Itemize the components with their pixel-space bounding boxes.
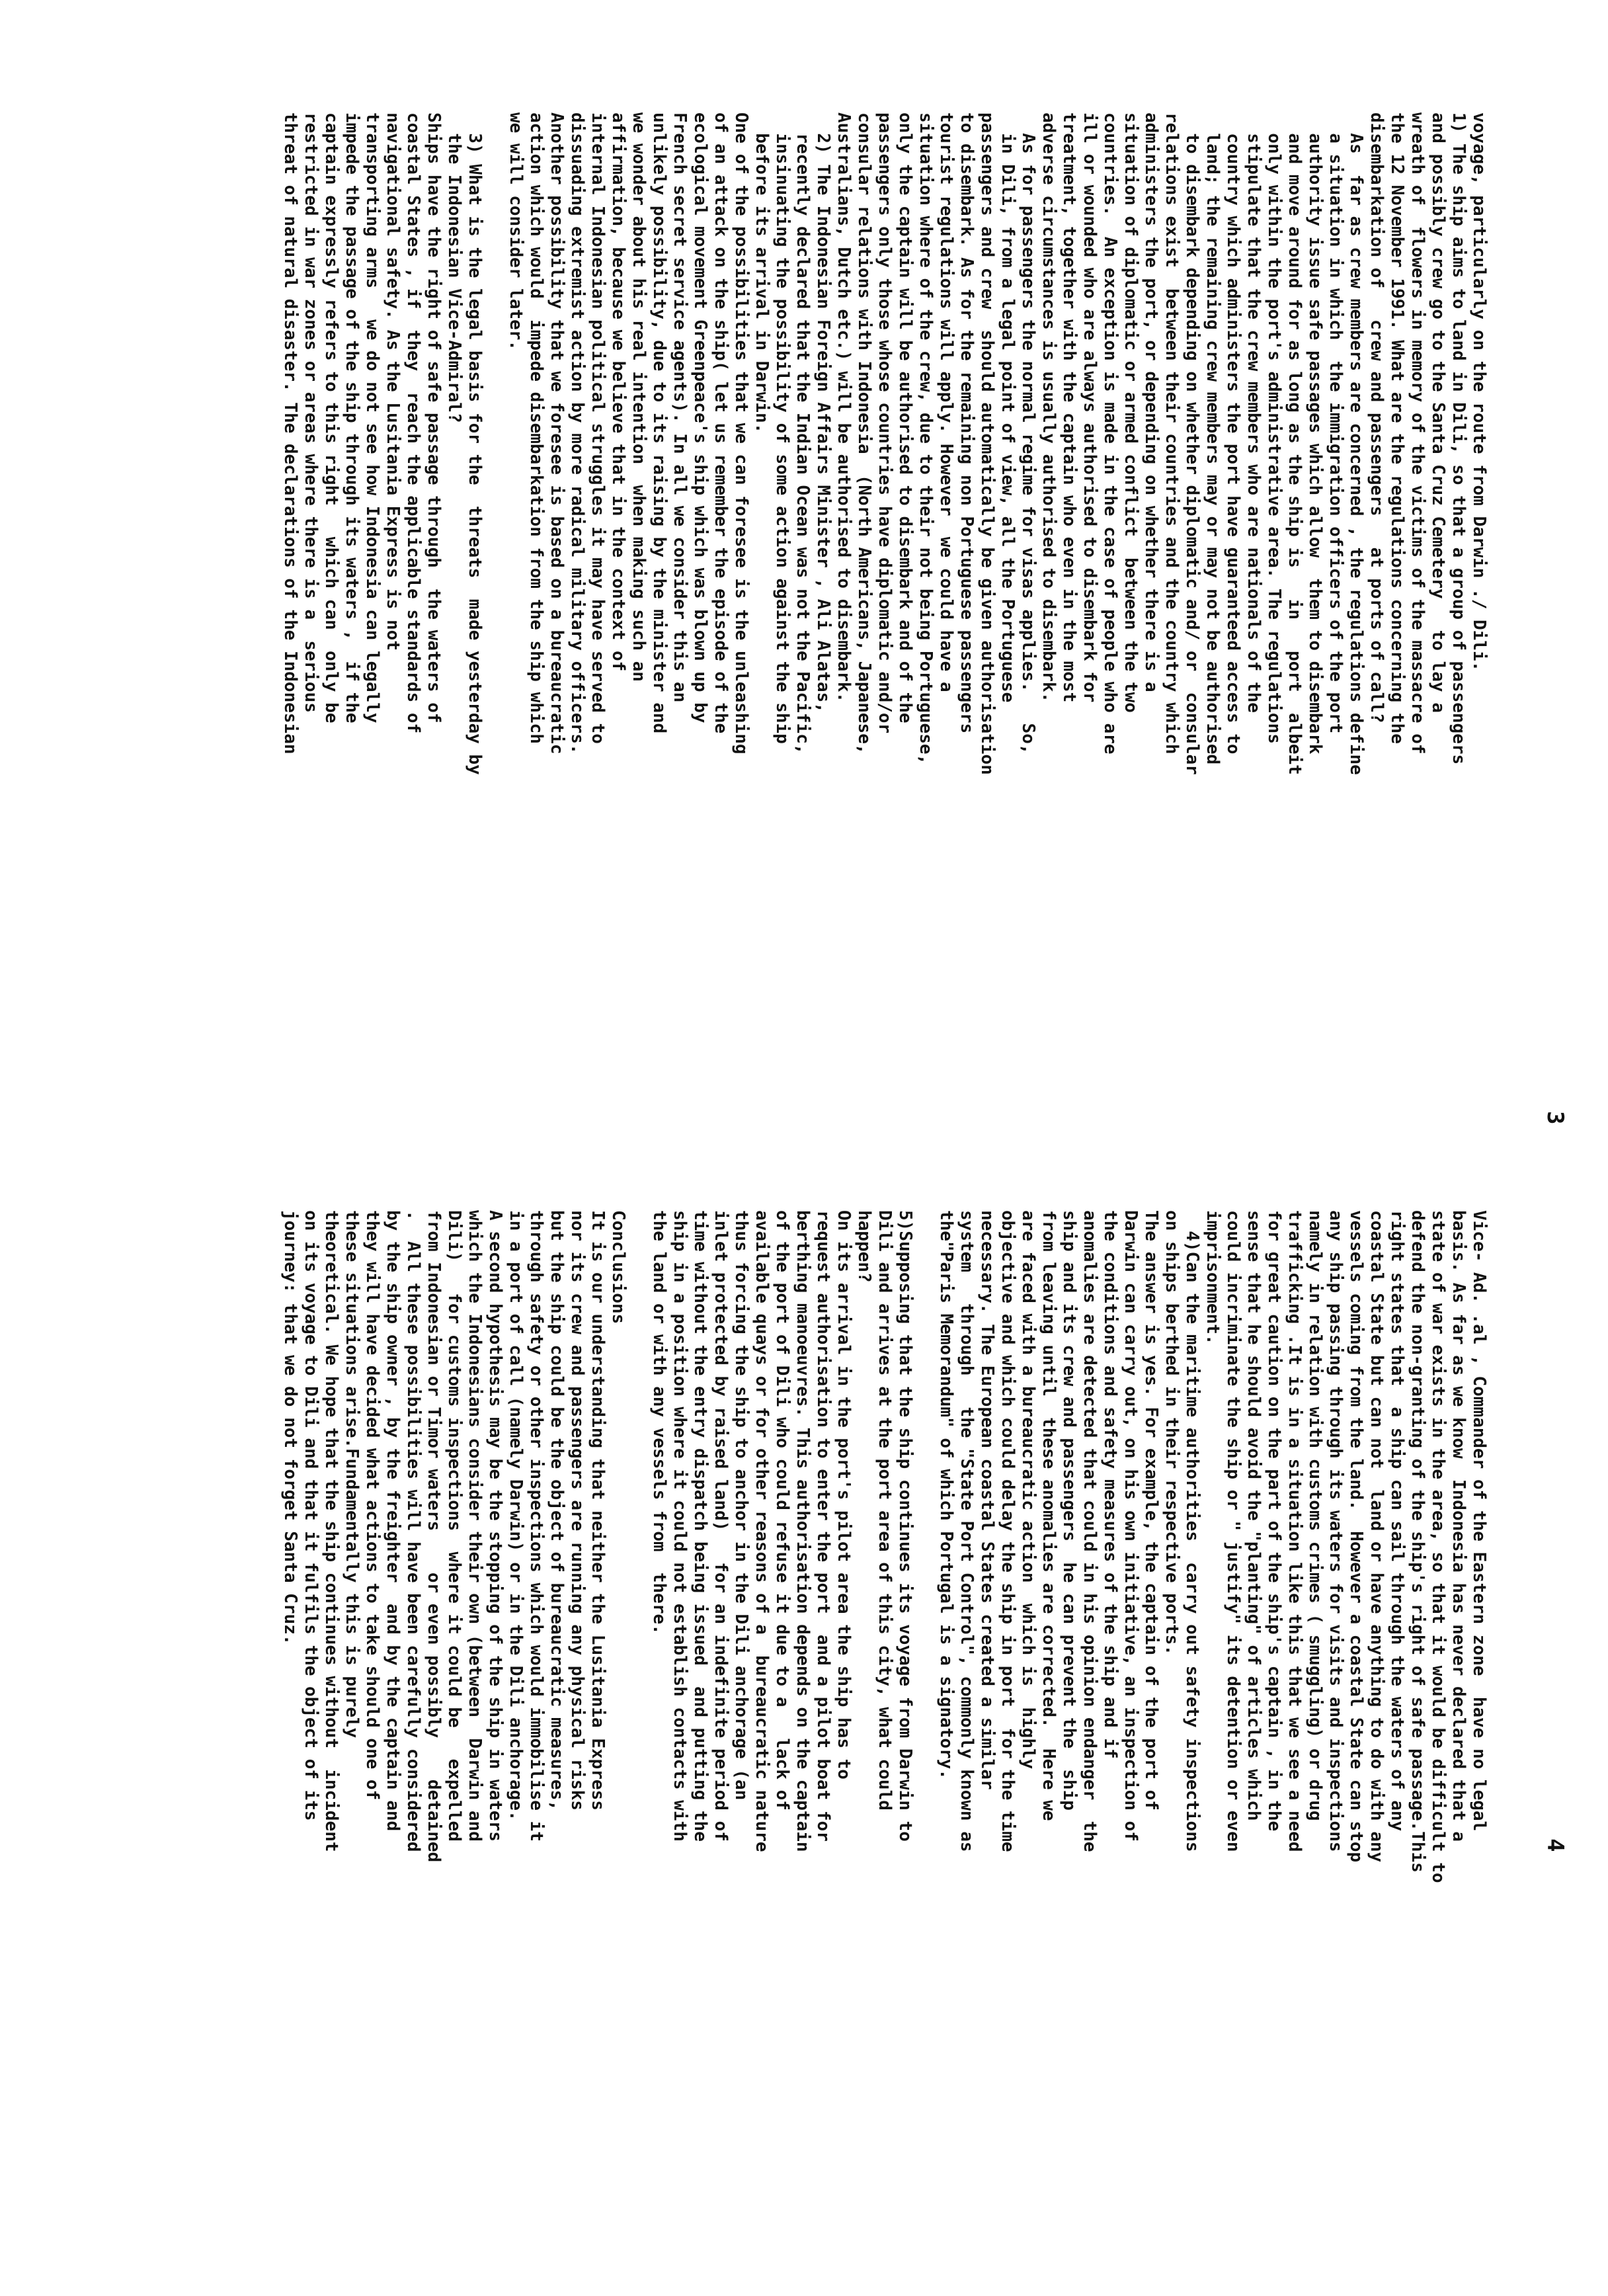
text-line: transporting arms we do not see how Indonesia can legally bbox=[362, 112, 382, 723]
text-line: which the Indonesians consider their own (between Darwin and bbox=[465, 1210, 485, 1842]
text-line: the 12 November 1991. What are the regulations concerning the bbox=[1387, 112, 1407, 744]
text-line: As far as crew members are concerned , the regulations define bbox=[1346, 112, 1366, 775]
text-line: by the ship owner , by the freighter and by the captain and bbox=[383, 1210, 403, 1832]
text-line: vessels coming from the land. However a coastal State can stop bbox=[1346, 1210, 1366, 1863]
text-line: request authorisation to enter the port and a pilot boat for bbox=[813, 1210, 833, 1842]
text-line: French secret service agents). In all we consider this an bbox=[670, 112, 690, 703]
text-line: before its arrival in Darwin. bbox=[752, 112, 772, 434]
text-line: Conclusions bbox=[608, 1210, 628, 1325]
left-text-column bbox=[280, 112, 1489, 1131]
text-line: and possibly crew go to the Santa Cruz Cemetery to lay a bbox=[1428, 112, 1448, 713]
text-line: the conditions and safety measures of the ship and if bbox=[1100, 1210, 1120, 1759]
text-line: tourist regulations will apply. However we could have a bbox=[936, 112, 956, 692]
text-line: authority issue safe passages which allow them to disembark bbox=[1305, 112, 1325, 755]
text-line: coastal States , if they reach the applicable standards of bbox=[403, 112, 423, 734]
text-line: countries. An exception is made in the case of people who are bbox=[1100, 112, 1120, 755]
text-line: captain expressly refers to this right which can only be bbox=[321, 112, 341, 723]
text-line: right states that a ship can sail through the waters of any bbox=[1387, 1210, 1407, 1832]
text-line: we wonder about his real intention when making such an bbox=[629, 112, 649, 682]
text-line: Dili and arrives at the port area of this city, what could bbox=[875, 1210, 895, 1811]
text-line: time without the entry dispatch being issued and putting the bbox=[690, 1210, 710, 1842]
text-line: threat of natural disaster. The declarations of the Indonesian bbox=[280, 112, 300, 755]
text-line bbox=[915, 1210, 936, 2202]
text-line: insinuating the possibility of some action against the ship bbox=[772, 112, 792, 744]
text-line: navigational safety. As the Lusitania Express is not bbox=[383, 112, 403, 651]
text-line: restricted in war zones or areas where there is a serious bbox=[301, 112, 321, 713]
text-line: situation of diplomatic or armed conflict between the two bbox=[1121, 112, 1141, 713]
text-line: 3) What is the legal basis for the threats made yesterday by bbox=[465, 112, 485, 775]
text-line: the Indonesian Vice-Admiral? bbox=[444, 112, 464, 423]
text-line: anomalies are detected that could in his opinion endanger the bbox=[1080, 1210, 1100, 1852]
text-line: relations exist between their countries and the country which bbox=[1162, 112, 1182, 755]
text-line: Ships have the right of safe passage through the waters of bbox=[424, 112, 444, 723]
text-line: Vice- Ad. .al , Commander of the Eastern zone have no legal bbox=[1469, 1210, 1489, 1832]
text-line: namely in relation with customs crimes ( smuggling) or drug bbox=[1305, 1210, 1325, 1821]
text-line: Dili) for customs inspections where it could be expelled bbox=[444, 1210, 464, 1842]
text-line: Australians, Dutch etc.) will be authorised to disembark. bbox=[834, 112, 854, 703]
text-line: basis. As far as we know Indonesia has never declared that a bbox=[1449, 1210, 1468, 1842]
text-line: but the ship could be the object of bureaucratic measures, bbox=[547, 1210, 567, 1811]
text-line: could incriminate the ship or " justify" its detention or even bbox=[1223, 1210, 1243, 1852]
text-line: passengers and crew should automatically be given authorisation bbox=[977, 112, 997, 775]
text-line: . All these possibilities will have been carefully considered bbox=[403, 1210, 423, 1852]
text-line: wreath of flowers in memory of the victims of the massacre of bbox=[1408, 112, 1427, 755]
text-line: from leaving until these anomalies are corrected. Here we bbox=[1039, 1210, 1059, 1821]
text-line: ship in a position where it could not establish contacts with bbox=[670, 1210, 690, 1842]
text-line: in a port of call (namely Darwin) or in the Dili anchorage. bbox=[506, 1210, 526, 1821]
text-line: coastal State but can not land or have anything to do with any bbox=[1367, 1210, 1387, 1863]
text-line: on its voyage to Dili and that it fulfils the object of its bbox=[301, 1210, 321, 1821]
text-line: available quays or for other reasons of a bureaucratic nature bbox=[752, 1210, 772, 1852]
text-line: the"Paris Memorandum" of which Portugal is a signatory. bbox=[936, 1210, 956, 1780]
text-line: action which would impede disembarkation from the ship which bbox=[526, 112, 546, 744]
text-line: treatment, together with the captain who even in the most bbox=[1059, 112, 1079, 703]
text-line: A second hypothesis may be the stopping of the ship in waters bbox=[485, 1210, 505, 1842]
text-line: Darwin can carry out, on his own initiative, an inspection of bbox=[1121, 1210, 1141, 1842]
right-text-column bbox=[280, 1210, 1489, 2202]
text-line: ecological movement Greenpeace's ship which was blown up by bbox=[690, 112, 710, 723]
text-line: Another possibility that we foresee is based on a bureaucratic bbox=[547, 112, 567, 755]
text-line: berthing manoeuvres. This authorisation depends on the captain bbox=[793, 1210, 813, 1852]
text-line: The answer is yes. For example, the captain of the port of bbox=[1141, 1210, 1161, 1811]
text-line: the land or with any vessels from there. bbox=[649, 1210, 669, 1635]
text-line: administers the port, or depending on whether there is a bbox=[1141, 112, 1161, 692]
text-line: ship and its crew and passengers he can prevent the ship bbox=[1059, 1210, 1079, 1811]
text-line: objective and which could delay the ship in port for the time bbox=[998, 1210, 1018, 1852]
text-line: stipulate that the crew members who are nationals of the bbox=[1244, 112, 1264, 713]
text-line: nor its crew and passengers are running any physical risks bbox=[567, 1210, 587, 1811]
text-line: land; the remaining crew members may or may not be authorised bbox=[1203, 112, 1223, 765]
text-line: On its arrival in the port's pilot area the ship has to bbox=[834, 1210, 854, 1780]
text-line: on ships berthed in their respective ports. bbox=[1162, 1210, 1182, 1656]
text-line: to disembark depending on whether diplomatic and/ or consular bbox=[1182, 112, 1202, 775]
text-line: 1) The ship aims to land in Dili, so that a group of passengers bbox=[1449, 112, 1468, 765]
text-line: dissuading extremist action by more radical military officers. bbox=[567, 112, 587, 755]
text-line: from Indonesian or Timor waters or even possibly detained bbox=[424, 1210, 444, 1863]
text-line: state of war exists in the area, so that it would be difficult to bbox=[1428, 1210, 1448, 1883]
text-line: passengers only those whose countries have diplomatic and/or bbox=[875, 112, 895, 734]
text-line: we will consider later. bbox=[506, 112, 526, 351]
text-line: inlet protected by raised land) for an indefinite period of bbox=[711, 1210, 731, 1842]
text-line: system through the "State Port Control", commonly known as bbox=[957, 1210, 977, 1852]
text-line: any ship passing through its waters for visits and inspections bbox=[1326, 1210, 1346, 1852]
text-line: 4)Can the maritime authorities carry out safety inspections bbox=[1182, 1210, 1202, 1852]
text-line: trafficking .It is in a situation like this that we see a need bbox=[1285, 1210, 1305, 1852]
text-line: It is our understanding that neither the Lusitania Express bbox=[588, 1210, 608, 1811]
text-line: One of the possibilities that we can foresee is the unleashing bbox=[731, 112, 751, 755]
text-line: theoretical. We hope that the ship continues without incident bbox=[321, 1210, 341, 1852]
text-line: recently declared that the Indian Ocean was not the Pacific, bbox=[793, 112, 813, 755]
text-line: ill or wounded who are always authorised to disembark for bbox=[1080, 112, 1100, 703]
text-line: journey: that we do not forget Santa Cruz. bbox=[280, 1210, 300, 1645]
text-line: they will have decided what actions to take should one of bbox=[362, 1210, 382, 1801]
text-line: these situations arise.Fundamentally this is purely bbox=[342, 1210, 362, 1739]
text-line: As for passengers the normal regime for visas applies. So, bbox=[1018, 112, 1038, 755]
text-line bbox=[628, 1210, 649, 2202]
text-line: in Dili, from a legal point of view, all the Portuguese bbox=[998, 112, 1018, 703]
text-line: through safety or other inspections which would immobilise it bbox=[526, 1210, 546, 1842]
text-line: impede the passage of the ship through its waters , if the bbox=[342, 112, 362, 723]
text-line: are faced with a bureaucratic action which is highly bbox=[1018, 1210, 1038, 1770]
text-line: country which administers the port have guaranteed access to bbox=[1223, 112, 1243, 755]
page-number-right: 4 bbox=[1542, 1838, 1568, 1852]
text-line: adverse circumstances is usually authorised to disembark. bbox=[1039, 112, 1059, 703]
text-line: only the captain will be authorised to disembark and of the bbox=[895, 112, 915, 723]
page-number-left: 3 bbox=[1542, 1111, 1568, 1125]
text-line: a situation in which the immigration officers of the port bbox=[1326, 112, 1346, 734]
text-line: 2) The Indonesian Foreign Affairs Minister , Ali Alatas, bbox=[813, 112, 833, 713]
text-line: only within the port's administrative area. The regulations bbox=[1264, 112, 1284, 744]
text-line: defend the non-granting of the ship's right of safe passage.This bbox=[1408, 1210, 1427, 1873]
text-line: to disembark. As for the remaining non Portuguese passengers bbox=[957, 112, 977, 734]
text-line: of the port of Dili who could refuse it due to a lack of bbox=[772, 1210, 792, 1811]
text-line: of an attack on the ship( let us remember the episode of the bbox=[711, 112, 731, 734]
text-line: situation where of the crew, due to their not being Portuguese, bbox=[916, 112, 936, 765]
text-line: and move around for as long as the ship is in port albeit bbox=[1285, 112, 1305, 775]
text-line: thus forcing the ship to anchor in the Dili anchorage (an bbox=[731, 1210, 751, 1801]
text-line: for great caution on the part of the ship's captain , in the bbox=[1264, 1210, 1284, 1832]
text-line: sense that he should avoid the "planting" of articles which bbox=[1244, 1210, 1264, 1821]
text-line: disembarkation of crew and passengers at ports of call? bbox=[1367, 112, 1387, 723]
text-line bbox=[485, 112, 505, 1131]
text-line: necessary. The European coastal States created a similar bbox=[977, 1210, 997, 1790]
text-line: imprisonment. bbox=[1203, 1210, 1223, 1345]
text-line: happen? bbox=[854, 1210, 874, 1283]
text-line: unlikely possibility, due to its raising by the minister and bbox=[649, 112, 669, 734]
text-line: affirmation, because we believe that in the context of bbox=[608, 112, 628, 672]
text-line: voyage, particularly on the route from Darwin ./ Dili. bbox=[1469, 112, 1489, 672]
text-line: internal Indonesian political struggles it may have served to bbox=[588, 112, 608, 744]
text-line: 5)Supposing that the ship continues its voyage from Darwin to bbox=[895, 1210, 915, 1842]
text-line: consular relations with Indonesia (North Americans, Japanese, bbox=[854, 112, 874, 755]
